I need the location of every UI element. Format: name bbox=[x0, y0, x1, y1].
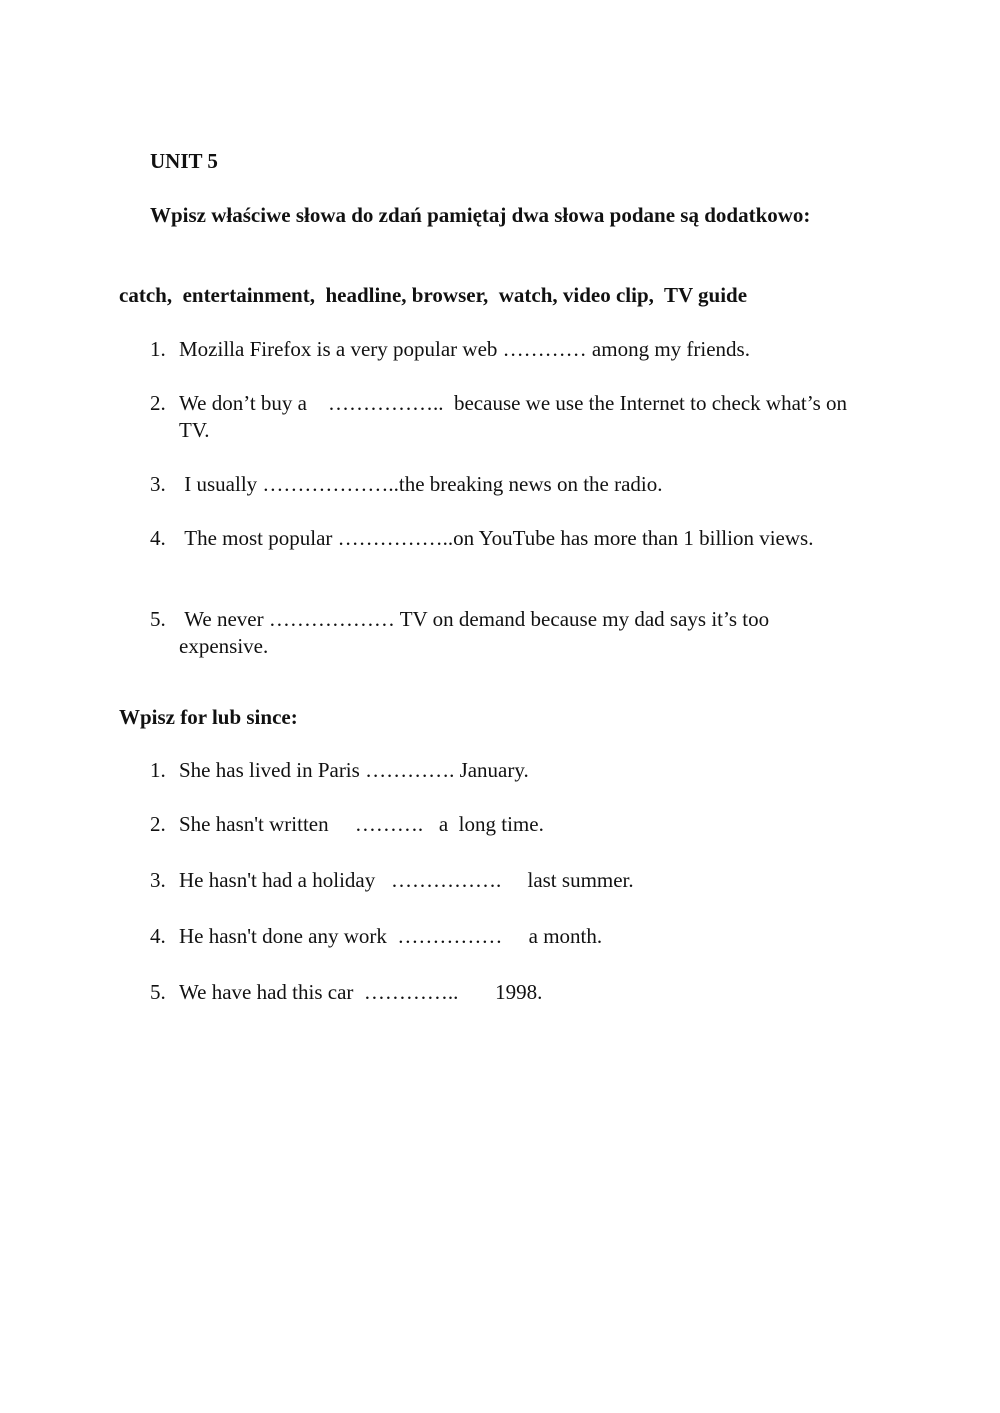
item-number: 1. bbox=[150, 758, 166, 782]
section1-item-2 bbox=[150, 390, 850, 444]
item-number: 1. bbox=[150, 337, 166, 361]
item-number: 2. bbox=[150, 812, 166, 836]
unit-title: UNIT 5 bbox=[150, 149, 218, 173]
section2-item-2 bbox=[150, 811, 850, 838]
section2-item-1 bbox=[150, 757, 850, 784]
item-number: 4. bbox=[150, 526, 166, 550]
section1-item-5 bbox=[150, 606, 850, 660]
item-text: The most popular ……………..on YouTube has more than 1 billion views. bbox=[179, 526, 814, 550]
item-text: I usually ………………..the breaking news on the radio. bbox=[179, 472, 663, 496]
item-text: We have had this car ………….. 1998. bbox=[179, 980, 543, 1004]
item-number: 4. bbox=[150, 924, 166, 948]
item-text: He hasn't had a holiday ……………. last summer. bbox=[179, 868, 634, 892]
item-text: She hasn't written ………. a long time. bbox=[179, 812, 544, 836]
item-text: He hasn't done any work …………… a month. bbox=[179, 924, 603, 948]
section1-item-3 bbox=[150, 471, 850, 498]
item-number: 5. bbox=[150, 607, 166, 631]
word-bank: catch, entertainment, headline, browser, watch, video clip, TV guide bbox=[119, 283, 748, 307]
section2-item-5 bbox=[150, 979, 850, 1006]
item-text: We don’t buy a …………….. because we use the Internet to check what’s on TV. bbox=[179, 391, 852, 442]
section1-item-1 bbox=[150, 336, 850, 363]
item-text: She has lived in Paris …………. January. bbox=[179, 758, 529, 782]
item-text: Mozilla Firefox is a very popular web ………… among my friends. bbox=[179, 337, 750, 361]
section1-item-4 bbox=[150, 525, 850, 552]
item-number: 3. bbox=[150, 472, 166, 496]
item-text: We never ……………… TV on demand because my dad says it’s too expensive. bbox=[179, 607, 775, 658]
section1-instruction: Wpisz właściwe słowa do zdań pamiętaj dwa słowa podane są dodatkowo: bbox=[150, 203, 811, 227]
item-number: 3. bbox=[150, 868, 166, 892]
section2-instruction: Wpisz for lub since: bbox=[119, 705, 298, 729]
section2-item-4 bbox=[150, 923, 850, 950]
item-number: 2. bbox=[150, 391, 166, 415]
section2-item-3 bbox=[150, 867, 850, 894]
item-number: 5. bbox=[150, 980, 166, 1004]
